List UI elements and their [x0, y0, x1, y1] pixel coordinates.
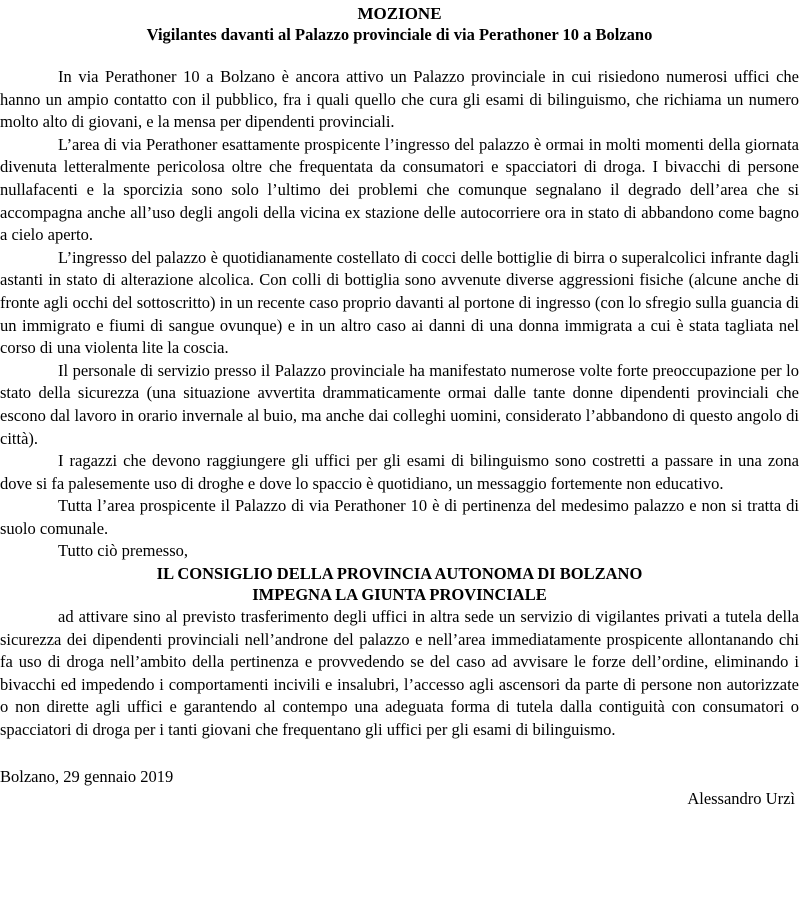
paragraph: L’ingresso del palazzo è quotidianamente costellato di cocci delle bottiglie di birra o superalcolici infrante dagli astanti in stato di alterazione alcolica. Con colli di bottiglia sono avvenute diverse aggressioni fisiche (alcune anche di fronte agli occhi del sottoscritto) in un recente caso proprio davanti al portone di ingresso (con lo sfregio sulla guancia di un immigrato e fiumi di sangue ovunque) e in un altro caso ai danni di una donna immigrata a cui è stata tagliata nel corso di una violenta lite la coscia. [0, 247, 799, 358]
paragraph: In via Perathoner 10 a Bolzano è ancora attivo un Palazzo provinciale in cui risiedono numerosi uffici che hanno un ampio contatto con il pubblico, fra i quali quello che cura gli esami di bilinguismo, che richiama un numero molto alto di giovani, e la mensa per dipendenti provinciali. [0, 67, 799, 132]
document-date: Bolzano, 29 gennaio 2019 [0, 766, 174, 786]
document-subtitle: Vigilantes davanti al Palazzo provinciale di via Perathoner 10 a Bolzano [146, 25, 653, 44]
resolution-paragraph: ad attivare sino al previsto trasferimento degli uffici in altra sede un servizio di vigilantes privati a tutela della sicurezza dei dipendenti provinciali nell’androne del palazzo e nell’area immediatamente prospicente allontanando chi fa uso di droga nell’ambito della pertinenza e provvedendo se del caso ad avvisare le forze dell’ordine, eliminando i bivacchi ed impedendo i comportamenti incivili e insalubri, l’accesso agli ascensori da parte di persone non autorizzate o non dirette agli uffici e garantendo al contempo una adeguata forma di tutela dalla contiguità con consumatori o spacciatori di droga per i tanti giovani che frequentano gli uffici per gli esami di bilinguismo. [0, 607, 799, 740]
paragraph: I ragazzi che devono raggiungere gli uffici per gli esami di bilinguismo sono costretti a passare in una zona dove si fa palesemente uso di droghe e dove lo spaccio è quotidiano, un messaggio fortemente non educativo. [0, 451, 799, 493]
paragraph: Tutta l’area prospicente il Palazzo di via Perathoner 10 è di pertinenza del medesimo palazzo e non si tratta di suolo comunale. [0, 496, 799, 538]
signature: Alessandro Urzì [687, 788, 795, 808]
council-heading: IL CONSIGLIO DELLA PROVINCIA AUTONOMA DI BOLZANO [156, 564, 643, 584]
resolution-body [0, 606, 799, 742]
paragraph: Il personale di servizio presso il Palazzo provinciale ha manifestato numerose volte forte preoccupazione per lo stato della sicurezza (una situazione avvertita drammaticamente ormai dalle tante donne dipendenti provinciali che escono dal lavoro in orario invernale al buio, ma anche dai colleghi uomini, considerato l’abbandono di questo angolo di città). [0, 360, 799, 448]
paragraph: Tutto ciò premesso, [58, 541, 189, 561]
document-title: MOZIONE [357, 4, 442, 23]
paragraph: L’area di via Perathoner esattamente prospicente l’ingresso del palazzo è ormai in molti momenti della giornata divenuta letteralmente pericolosa oltre che frequentata da consumatori e spacciatori di droga. I bivacchi di persone nullafacenti e la sporcizia sono solo l’ultimo dei problemi che comunque segnalano il degrado dell’area che si accompagna anche all’uso degli angoli della vicina ex stazione delle autocorriere ora in stato di abbandono come bagno a cielo aperto. [0, 134, 799, 245]
document-body [0, 66, 799, 563]
council-commitment-heading: IMPEGNA LA GIUNTA PROVINCIALE [252, 585, 547, 605]
